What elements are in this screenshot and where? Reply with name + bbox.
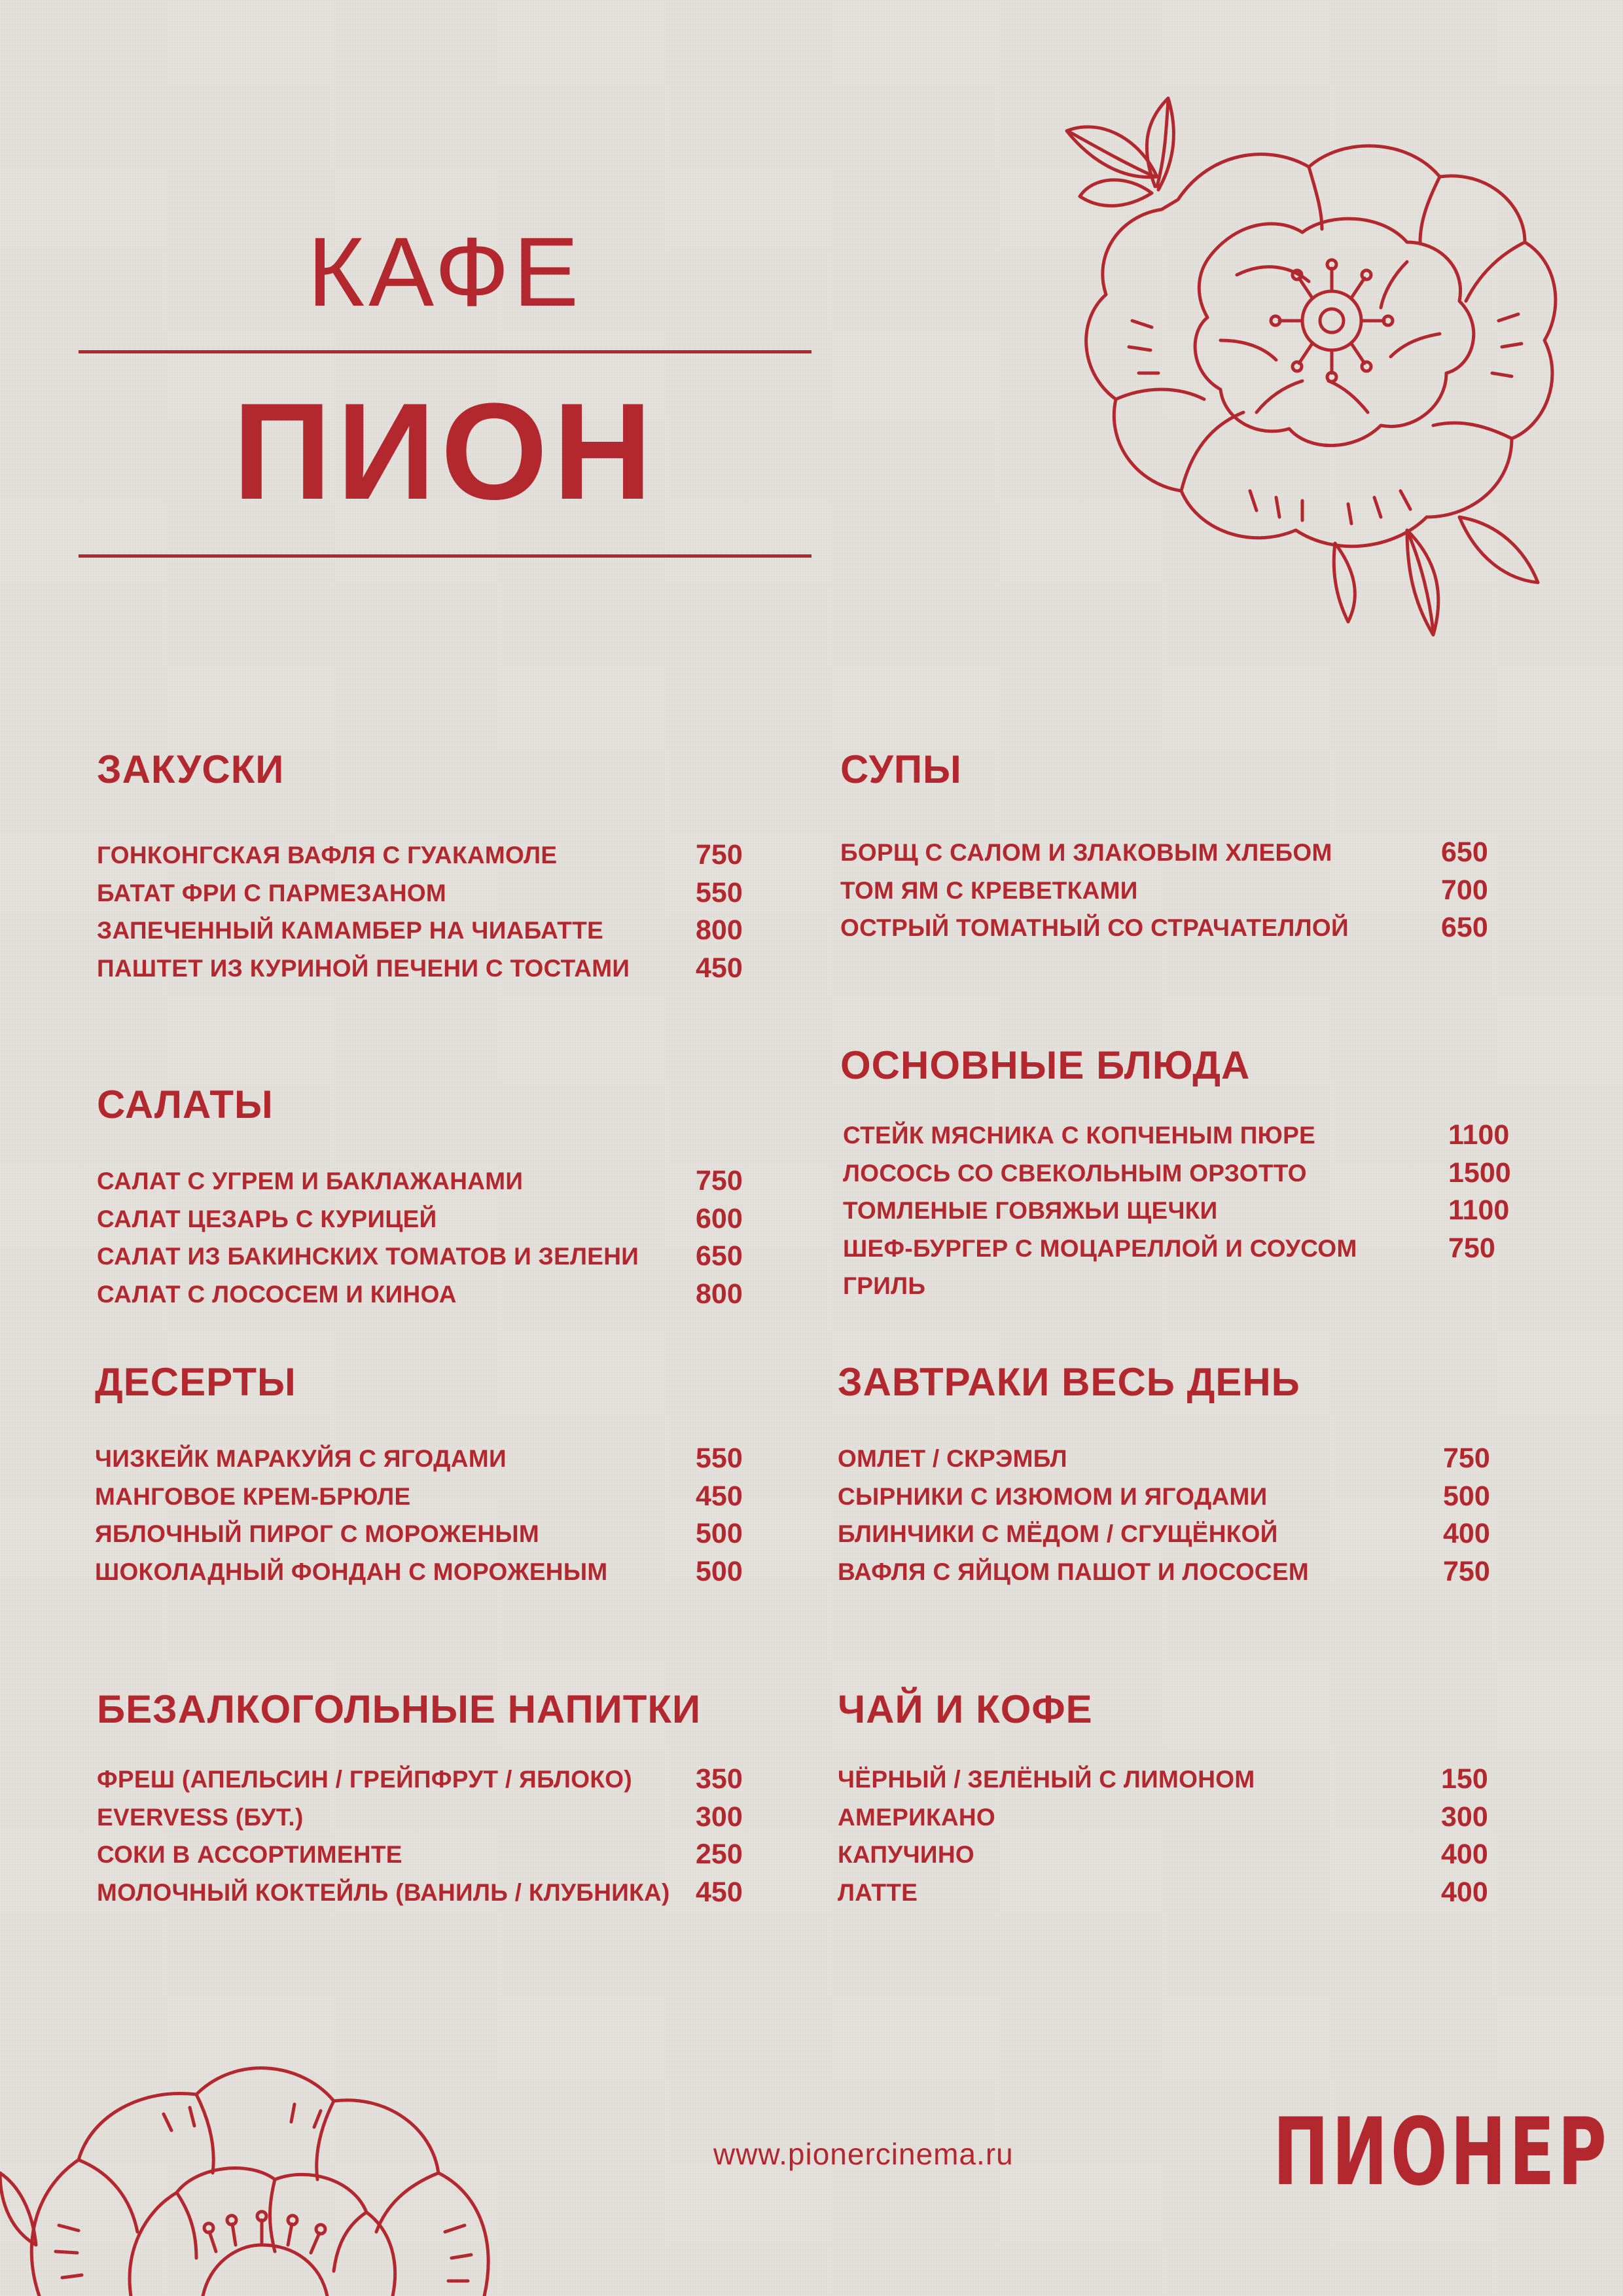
- menu-item: [97, 874, 751, 912]
- menu-item-price: 550: [696, 1443, 743, 1474]
- menu-item-price: 450: [696, 1480, 743, 1512]
- menu-item-price: 350: [696, 1763, 743, 1795]
- menu-item-name: ГОНКОНГСКАЯ ВАФЛЯ С ГУАКАМОЛЕ: [97, 842, 558, 869]
- section-title: СУПЫ: [840, 747, 962, 791]
- menu-item: [97, 1238, 751, 1276]
- menu-item: [838, 1440, 1558, 1478]
- menu-item-name: БАТАТ ФРИ С ПАРМЕЗАНОМ: [97, 879, 447, 906]
- section-title: ОСНОВНЫЕ БЛЮДА: [840, 1043, 1251, 1087]
- menu-item-name: САЛАТ ИЗ БАКИНСКИХ ТОМАТОВ И ЗЕЛЕНИ: [97, 1243, 639, 1270]
- menu-item-price: 400: [1441, 1839, 1488, 1870]
- section-salaty: [97, 1083, 751, 1310]
- brand-logo: ПИОНЕР: [1273, 2098, 1610, 2206]
- menu-item-price: 150: [1441, 1763, 1488, 1795]
- menu-item-name: САЛАТ ЦЕЗАРЬ С КУРИЦЕЙ: [97, 1205, 437, 1232]
- menu-item: [95, 1515, 749, 1553]
- menu-item-name: САЛАТ С ЛОСОСЕМ И КИНОА: [97, 1280, 457, 1308]
- menu-item: [95, 1440, 749, 1478]
- menu-item-name: ЯБЛОЧНЫЙ ПИРОГ С МОРОЖЕНЫМ: [95, 1520, 540, 1547]
- cafe-label: КАФЕ: [307, 217, 583, 327]
- section-title: САЛАТЫ: [97, 1083, 274, 1126]
- header-divider-bottom: [79, 554, 812, 558]
- menu-item: [838, 1836, 1558, 1874]
- header-divider-top: [79, 350, 812, 353]
- menu-item-name: КАПУЧИНО: [838, 1841, 974, 1868]
- section-title: БЕЗАЛКОГОЛЬНЫЕ НАПИТКИ: [97, 1687, 702, 1731]
- menu-list: [838, 1761, 1558, 1911]
- menu-item: [97, 1162, 751, 1200]
- section-supy: [840, 747, 1560, 943]
- menu-item-name: ОСТРЫЙ ТОМАТНЫЙ СО СТРАЧАТЕЛЛОЙ: [840, 914, 1349, 941]
- menu-item-name: МОЛОЧНЫЙ КОКТЕЙЛЬ (ВАНИЛЬ / КЛУБНИКА): [97, 1878, 670, 1906]
- cafe-name: ПИОН: [232, 374, 658, 528]
- menu-item: [97, 1874, 784, 1912]
- section-title: ЧАЙ И КОФЕ: [838, 1687, 1093, 1731]
- menu-item-price: 650: [696, 1240, 743, 1272]
- menu-list: [840, 834, 1560, 947]
- menu-item-price: 450: [696, 1876, 743, 1908]
- menu-item: [843, 1155, 1563, 1193]
- menu-item: [843, 1117, 1563, 1155]
- menu-item-name: БЛИНЧИКИ С МЁДОМ / СГУЩЁНКОЙ: [838, 1520, 1278, 1547]
- menu-item-name: ФРЕШ (АПЕЛЬСИН / ГРЕЙПФРУТ / ЯБЛОКО): [97, 1766, 632, 1793]
- menu-item-price: 750: [1448, 1232, 1495, 1264]
- menu-item: [840, 909, 1560, 947]
- menu-item-price: 750: [696, 1165, 743, 1196]
- menu-item: [840, 872, 1560, 910]
- menu-item: [95, 1478, 749, 1516]
- menu-item-price: 300: [696, 1801, 743, 1833]
- menu-item-name: СОКИ В АССОРТИМЕНТЕ: [97, 1841, 402, 1868]
- section-zavtraki: [838, 1360, 1558, 1587]
- menu-item-price: 500: [696, 1555, 743, 1587]
- menu-item-name: САЛАТ С УГРЕМ И БАКЛАЖАНАМИ: [97, 1168, 524, 1194]
- menu-item-price: 1100: [1448, 1194, 1510, 1226]
- menu-item: [97, 1200, 751, 1238]
- menu-item-name: СЫРНИКИ С ИЗЮМОМ И ЯГОДАМИ: [838, 1482, 1268, 1510]
- menu-item-name: ЛАТТЕ: [838, 1878, 918, 1906]
- menu-list: [97, 836, 751, 987]
- peony-flower-icon: [0, 1950, 510, 2296]
- menu-item-name: ГРИЛЬ: [843, 1272, 926, 1299]
- menu-item: [97, 836, 751, 874]
- menu-item-price: 400: [1441, 1876, 1488, 1908]
- menu-item: [95, 1553, 749, 1591]
- menu-item-price: 700: [1441, 874, 1488, 906]
- menu-item-price: 550: [696, 876, 743, 908]
- section-osnovnye: [840, 1043, 1560, 1299]
- menu-item-price: 750: [1443, 1443, 1490, 1474]
- menu-item: [838, 1874, 1558, 1912]
- menu-item-price: 650: [1441, 836, 1488, 868]
- menu-item-price: 750: [1443, 1555, 1490, 1587]
- menu-item: [97, 912, 751, 950]
- section-title: ЗАКУСКИ: [97, 747, 285, 791]
- section-zakuski: [97, 747, 751, 984]
- menu-item-name: АМЕРИКАНО: [838, 1803, 995, 1831]
- menu-item-name: ШЕФ-БУРГЕР С МОЦАРЕЛЛОЙ И СОУСОМ: [843, 1234, 1357, 1262]
- menu-item: [97, 1761, 784, 1799]
- menu-item-price: 750: [696, 839, 743, 870]
- menu-item: [838, 1761, 1558, 1799]
- menu-item-price: 1100: [1448, 1119, 1510, 1151]
- menu-item-name: ВАФЛЯ С ЯЙЦОМ ПАШОТ И ЛОСОСЕМ: [838, 1558, 1310, 1585]
- menu-item-name: СТЕЙК МЯСНИКА С КОПЧЕНЫМ ПЮРЕ: [843, 1122, 1316, 1149]
- menu-item: [843, 1267, 1563, 1305]
- menu-item-name: ЗАПЕЧЕННЫЙ КАМАМБЕР НА ЧИАБАТТЕ: [97, 917, 604, 944]
- website-link[interactable]: www.pionercinema.ru: [713, 2137, 1014, 2171]
- menu-item: [97, 1799, 784, 1837]
- menu-item-price: 650: [1441, 912, 1488, 943]
- menu-item-price: 250: [696, 1839, 743, 1870]
- menu-item-name: ЛОСОСЬ СО СВЕКОЛЬНЫМ ОРЗОТТО: [843, 1159, 1307, 1187]
- menu-item-name: ОМЛЕТ / СКРЭМБЛ: [838, 1445, 1067, 1472]
- menu-item: [843, 1230, 1563, 1268]
- section-deserty: [95, 1360, 749, 1587]
- menu-item: [838, 1799, 1558, 1837]
- menu-item-price: 500: [696, 1518, 743, 1549]
- menu-item-price: 1500: [1448, 1157, 1511, 1189]
- menu-item-name: МАНГОВОЕ КРЕМ-БРЮЛЕ: [95, 1482, 411, 1510]
- menu-item-name: ШОКОЛАДНЫЙ ФОНДАН С МОРОЖЕНЫМ: [95, 1558, 608, 1585]
- menu-item: [838, 1515, 1558, 1553]
- section-napitki: [97, 1687, 784, 1908]
- menu-item-price: 450: [696, 952, 743, 984]
- menu-item-name: ТОМЛЕНЫЕ ГОВЯЖЬИ ЩЕЧКИ: [843, 1197, 1218, 1224]
- menu-list: [95, 1440, 749, 1590]
- menu-list: [97, 1162, 751, 1313]
- menu-item: [843, 1192, 1563, 1230]
- menu-list: [838, 1440, 1558, 1590]
- menu-item: [97, 1276, 751, 1314]
- menu-item-name: EVERVESS (БУТ.): [97, 1803, 304, 1831]
- menu-item-price: 300: [1441, 1801, 1488, 1833]
- menu-item-price: 800: [696, 914, 743, 946]
- section-title: ЗАВТРАКИ ВЕСЬ ДЕНЬ: [838, 1360, 1300, 1404]
- menu-item-name: БОРЩ С САЛОМ И ЗЛАКОВЫМ ХЛЕБОМ: [840, 839, 1332, 866]
- menu-item: [838, 1553, 1558, 1591]
- menu-item-price: 600: [696, 1202, 743, 1234]
- menu-list: [843, 1117, 1563, 1305]
- menu-item-name: ТОМ ЯМ С КРЕВЕТКАМИ: [840, 876, 1138, 904]
- menu-list: [97, 1761, 784, 1911]
- menu-item-price: 400: [1443, 1518, 1490, 1549]
- menu-item-price: 800: [696, 1278, 743, 1310]
- menu-item: [838, 1478, 1558, 1516]
- menu-item-price: 500: [1443, 1480, 1490, 1512]
- menu-item-name: ПАШТЕТ ИЗ КУРИНОЙ ПЕЧЕНИ С ТОСТАМИ: [97, 954, 630, 982]
- section-chai: [838, 1687, 1558, 1908]
- menu-item: [97, 1836, 784, 1874]
- menu-item-name: ЧЁРНЫЙ / ЗЕЛЁНЫЙ С ЛИМОНОМ: [838, 1766, 1255, 1793]
- peony-flower-icon: [1041, 46, 1603, 661]
- menu-item-name: ЧИЗКЕЙК МАРАКУЙЯ С ЯГОДАМИ: [95, 1445, 507, 1472]
- section-title: ДЕСЕРТЫ: [95, 1360, 296, 1404]
- menu-item: [840, 834, 1560, 872]
- menu-item: [97, 950, 751, 988]
